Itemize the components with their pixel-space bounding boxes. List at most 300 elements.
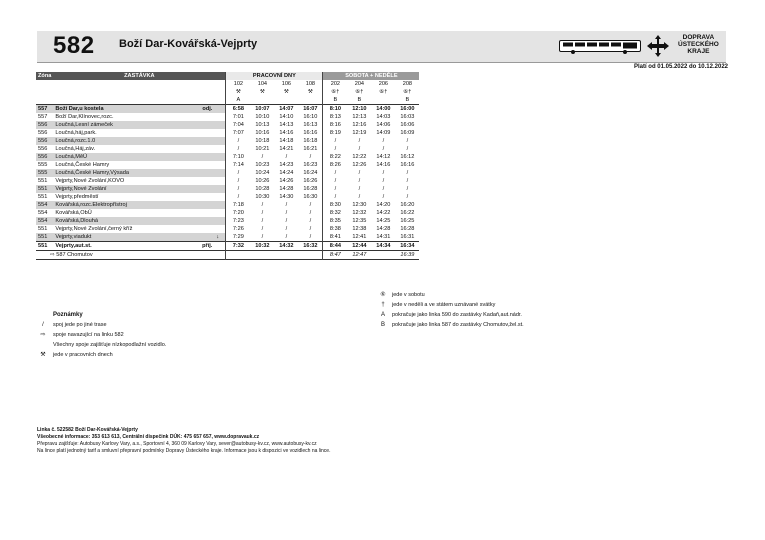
trip-note (371, 96, 395, 105)
stop-name: Boží Dar,Klínovec,rozc. (55, 114, 114, 120)
departure-time: 8:35 (323, 217, 348, 225)
departure-time: / (323, 193, 348, 201)
zone-column-header: Zóna (38, 73, 52, 79)
footer-operator: Přepravu zajišťuje: Autobusy Karlovy Vary, a.s., Sportovní 4, 360 09 Karlovy Vary, sever@autobusy-kv.cz, www.autobusy-kv.cz (37, 441, 317, 447)
note-symbol: † (381, 302, 385, 308)
departure-time: 14:12 (376, 154, 391, 160)
table-row (36, 137, 419, 145)
trip-sign: ⑥† (323, 88, 348, 96)
connection-time: 16:39 (400, 252, 415, 258)
departure-time: / (285, 202, 288, 208)
trip-sign: ⚒ (226, 88, 251, 96)
table-row (36, 169, 419, 177)
zone-cell: 557 (38, 114, 48, 120)
departure-time: / (382, 186, 385, 192)
zone-cell: 554 (36, 201, 53, 209)
departure-time: 14:21 (279, 146, 294, 152)
departure-time: / (323, 145, 348, 153)
table-row (36, 242, 419, 251)
departure-time: 14:16 (279, 130, 294, 136)
departure-time: 12:13 (352, 114, 367, 120)
departure-time: 8:30 (323, 201, 348, 209)
line-title: Boží Dar-Kovářská-Vejprty (119, 38, 258, 50)
departure-time: / (285, 218, 288, 224)
departure-time: 14:26 (279, 178, 294, 184)
trip-sign: ⑥† (379, 89, 388, 95)
departure-time: 14:09 (376, 130, 391, 136)
departure-time: / (382, 194, 385, 200)
table-row (36, 209, 419, 217)
departure-time: / (323, 177, 348, 185)
departure-time: 14:22 (376, 210, 391, 216)
trip-sign: ⚒ (283, 89, 289, 95)
note-text: pokračuje jako linka 587 do zastávky Chomutov,žel.st. (392, 322, 524, 328)
departure-time: 12:30 (352, 202, 367, 208)
direction-arrow (214, 201, 226, 209)
departure-time: 12:26 (352, 162, 367, 168)
stop-mark: odj. (196, 105, 214, 114)
departure-time: / (382, 170, 385, 176)
departure-time: / (406, 194, 409, 200)
departure-time: / (406, 138, 409, 144)
line-number: 582 (53, 32, 95, 59)
stop-name: Loučná,rozc.1.0 (53, 137, 196, 145)
stop-name: Kovářská,Dlouhá (53, 217, 196, 225)
zone-cell: 555 (36, 169, 53, 177)
stop-mark (196, 129, 214, 137)
departure-time: 8:13 (323, 113, 348, 121)
departure-time: 16:24 (303, 170, 318, 176)
note-symbol: ⑥ (380, 292, 386, 298)
departure-time: 10:28 (255, 186, 270, 192)
note-text: pokračuje jako linka 590 do zastávky Kadaň,aut.nádr. (392, 312, 522, 318)
stop-mark (196, 161, 214, 169)
departure-time: 8:16 (323, 121, 348, 129)
trip-sign: ⚒ (307, 89, 313, 95)
stop-name: Vejprty,aut.st. (55, 243, 92, 249)
trip-note (250, 96, 274, 105)
departure-time: 12:35 (352, 218, 367, 224)
weekdays-group-header: PRACOVNÍ DNY (226, 72, 323, 80)
departure-time: / (261, 218, 264, 224)
zone-cell: 556 (36, 121, 53, 129)
departure-time: 10:13 (255, 122, 270, 128)
departure-time: / (406, 178, 409, 184)
direction-arrow (214, 113, 226, 121)
zone-cell: 551 (36, 185, 53, 193)
stop-mark (196, 169, 214, 177)
connection-time: 8:47 (323, 251, 348, 260)
table-row (36, 225, 419, 233)
departure-time: 12:10 (352, 106, 367, 112)
stop-name: Kovářská,ObÚ (55, 210, 92, 216)
departure-time: / (382, 178, 385, 184)
direction-arrow (214, 161, 226, 169)
note-text: jede v sobotu (392, 292, 425, 298)
operator-logo-text: DOPRAVA ÚSTECKÉHO KRAJE (678, 34, 719, 55)
zone-cell: 551 (38, 178, 48, 184)
table-header-row (36, 72, 419, 80)
departure-time: / (226, 177, 251, 185)
departure-time: / (382, 138, 385, 144)
departure-time: 16:20 (400, 202, 415, 208)
direction-arrow (214, 217, 226, 225)
departure-time: 14:25 (376, 218, 391, 224)
departure-time: / (226, 185, 251, 193)
departure-time: 14:34 (376, 243, 391, 249)
departure-time: 16:34 (400, 243, 415, 249)
departure-time: / (323, 169, 348, 177)
trip-number: 102 (226, 80, 251, 88)
departure-time: 16:30 (303, 194, 318, 200)
zone-cell: 555 (38, 162, 48, 168)
stop-name: Vejprty,předměstí (55, 194, 99, 200)
departure-time: 16:12 (400, 154, 415, 160)
connection-row (36, 251, 419, 260)
departure-time: 14:30 (279, 194, 294, 200)
departure-time: 16:22 (400, 210, 415, 216)
zone-cell: 556 (36, 137, 53, 145)
departure-time: / (261, 226, 264, 232)
departure-time: 14:10 (279, 114, 294, 120)
departure-time: / (358, 170, 361, 176)
departure-time: 14:24 (279, 170, 294, 176)
departure-time: / (309, 218, 312, 224)
note-text: spoj jede po jiné trase (53, 322, 107, 328)
departure-time: 6:58 (226, 105, 251, 114)
trip-number: 204 (354, 81, 365, 87)
departure-time: 7:07 (226, 129, 251, 137)
departure-time: / (406, 146, 409, 152)
departure-time: 12:41 (352, 234, 367, 240)
direction-arrow (214, 177, 226, 185)
trip-note (298, 96, 323, 105)
departure-time: 10:24 (255, 170, 270, 176)
bus-icon (559, 40, 641, 54)
table-row (36, 145, 419, 153)
departure-time: 8:19 (323, 129, 348, 137)
note-text: Všechny spoje zajišťuje nízkopodlažní vozidlo. (53, 342, 167, 348)
departure-time: / (261, 210, 264, 216)
departure-time: / (285, 234, 288, 240)
departure-time: 10:21 (255, 146, 270, 152)
departure-time: 8:38 (323, 225, 348, 233)
direction-arrow (214, 137, 226, 145)
departure-time: / (285, 154, 288, 160)
zone-cell: 556 (38, 146, 48, 152)
table-row (36, 185, 419, 193)
zone-cell: 556 (38, 130, 48, 136)
direction-arrow (214, 209, 226, 217)
zone-cell: 554 (38, 210, 48, 216)
departure-time: / (323, 137, 348, 145)
stop-column-header: ZASTÁVKA (53, 72, 226, 80)
stop-mark (196, 209, 214, 217)
stop-mark (196, 113, 214, 121)
validity-period: Platí od 01.05.2022 do 10.12.2022 (633, 64, 728, 70)
departure-time: 16:18 (303, 138, 318, 144)
direction-arrow (214, 185, 226, 193)
departure-time: / (226, 193, 251, 201)
departure-time: / (226, 137, 251, 145)
trip-number: 108 (305, 81, 316, 87)
departure-time: 7:01 (226, 113, 251, 121)
departure-time: 16:25 (400, 218, 415, 224)
departure-time: / (358, 178, 361, 184)
departure-time: 10:18 (255, 138, 270, 144)
trip-sign-row (36, 88, 419, 96)
departure-time: 7:23 (226, 217, 251, 225)
direction-arrow (214, 129, 226, 137)
departure-time: 14:03 (376, 114, 391, 120)
departure-time: 14:00 (376, 106, 391, 112)
stop-name: Loučná,České Hamry,Výsada (53, 169, 196, 177)
departure-time: 14:31 (376, 234, 391, 240)
departure-time: / (323, 185, 348, 193)
stop-name: Loučná,Lesní zámeček (53, 121, 196, 129)
connection-time (250, 251, 274, 260)
zone-cell: 551 (38, 194, 48, 200)
trip-note: A (226, 96, 251, 105)
note-text: jede v pracovních dnech (53, 352, 113, 358)
direction-arrow (214, 225, 226, 233)
stop-name: Loučná,České Hamry (55, 162, 110, 168)
departure-time: 10:32 (255, 243, 270, 249)
table-row (36, 193, 419, 201)
departure-time: 12:32 (352, 210, 367, 216)
departure-time: 7:04 (226, 121, 251, 129)
departure-time: 14:06 (376, 122, 391, 128)
departure-time: 14:07 (279, 106, 294, 112)
departure-time: / (358, 146, 361, 152)
direction-arrow (214, 169, 226, 177)
departure-time: / (406, 186, 409, 192)
trip-number: 104 (257, 81, 268, 87)
departure-time: 14:28 (376, 226, 391, 232)
stop-mark (196, 145, 214, 153)
departure-time: 16:31 (400, 234, 415, 240)
stop-name: Kovářská,rozc.Elektropřístroj (53, 201, 196, 209)
connection-time (274, 251, 298, 260)
weekend-group-header: SOBOTA + NEDĚLE (323, 72, 420, 80)
stop-mark (196, 233, 214, 242)
trip-note: B (405, 97, 410, 103)
connection-label: ⇨ 587 Chomutov (50, 252, 93, 258)
departure-time: 8:32 (323, 209, 348, 217)
trip-sign: ⑥† (403, 89, 412, 95)
footer-tariff: Na lince platí jednotný tarif a smluvní přepravní podmínky Dopravy Ústeckého kraje. Informace jsou k dispozici ve vozidlech na lince. (37, 448, 331, 454)
trip-number: 202 (323, 80, 348, 88)
departure-time: 12:44 (352, 243, 367, 249)
departure-time: / (226, 169, 251, 177)
stop-mark (196, 137, 214, 145)
stop-mark (196, 177, 214, 185)
table-row (36, 121, 419, 129)
note-symbol: / (42, 322, 44, 328)
departure-time: 16:26 (303, 178, 318, 184)
connection-time (371, 251, 395, 260)
departure-time: / (382, 146, 385, 152)
direction-arrow (214, 153, 226, 161)
departure-time: 16:09 (400, 130, 415, 136)
timetable-table (36, 72, 419, 260)
note-symbol: B (380, 322, 385, 328)
trip-number: 208 (402, 81, 413, 87)
trip-note: B (357, 97, 362, 103)
table-row (36, 217, 419, 225)
stop-name: Boží Dar,u kostela (53, 105, 196, 114)
departure-time: 10:26 (255, 178, 270, 184)
departure-time: / (261, 202, 264, 208)
departure-time: 16:28 (400, 226, 415, 232)
trip-sign: ⚒ (259, 89, 265, 95)
departure-time: 10:10 (255, 114, 270, 120)
trip-number-row (36, 80, 419, 88)
trip-number: 106 (281, 81, 292, 87)
departure-time: / (285, 210, 288, 216)
departure-time: 8:22 (323, 153, 348, 161)
departure-time: 7:20 (226, 209, 251, 217)
table-row (36, 161, 419, 169)
note-text: spoje navazující na linku 582 (53, 332, 124, 338)
departure-time: 16:16 (303, 130, 318, 136)
departure-time: / (309, 226, 312, 232)
stop-name: Loučná,háj,park. (55, 130, 97, 136)
connection-time (226, 251, 251, 260)
note-symbol: ⚒ (40, 352, 46, 358)
stop-name: Vejprty,Nové Zvolání,KOVO (55, 178, 125, 184)
departure-time: 10:23 (255, 162, 270, 168)
departure-time: 7:10 (226, 153, 251, 161)
departure-time: 8:44 (323, 242, 348, 251)
departure-time: / (358, 186, 361, 192)
connection-time (298, 251, 323, 260)
departure-time: 10:07 (255, 106, 270, 112)
departure-time: 14:20 (376, 202, 391, 208)
departure-time: / (406, 170, 409, 176)
departure-time: 14:32 (279, 243, 294, 249)
stop-mark (196, 153, 214, 161)
stop-mark (196, 121, 214, 129)
direction-arrow (214, 193, 226, 201)
departure-time: 16:06 (400, 122, 415, 128)
departure-time: 16:00 (400, 106, 415, 112)
departure-time: 16:10 (303, 114, 318, 120)
zone-cell: 551 (38, 243, 48, 249)
trip-note (274, 96, 298, 105)
departure-time: 16:28 (303, 186, 318, 192)
departure-time: 16:03 (400, 114, 415, 120)
direction-arrow (214, 105, 226, 114)
departure-time: 14:18 (279, 138, 294, 144)
departure-time: 14:16 (376, 162, 391, 168)
zone-cell: 551 (38, 226, 48, 232)
departure-time: / (309, 210, 312, 216)
trip-number: 206 (378, 81, 389, 87)
departure-time: / (309, 234, 312, 240)
departure-time: 7:26 (226, 225, 251, 233)
stop-mark (196, 225, 214, 233)
departure-time: 14:13 (279, 122, 294, 128)
departure-time: 7:18 (226, 201, 251, 209)
departure-time: 12:22 (352, 154, 367, 160)
stop-mark (196, 185, 214, 193)
table-row (36, 233, 419, 242)
departure-time: 16:16 (400, 162, 415, 168)
departure-time: 10:16 (255, 130, 270, 136)
table-row (36, 201, 419, 209)
direction-arrow (214, 145, 226, 153)
table-row (36, 153, 419, 161)
stop-name: Loučná,Háj,záv. (55, 146, 96, 152)
departure-time: 8:41 (323, 233, 348, 242)
stop-name: Vejprty,Nové Zvolání,černý kříž (55, 226, 133, 232)
departure-time: 14:28 (279, 186, 294, 192)
footer-contact: Všeobecné informace: 353 613 613, Centrální dispečink DÚK: 475 657 657, www.dopravauk.cz (37, 434, 260, 440)
departure-time: 16:23 (303, 162, 318, 168)
departure-time: 7:29 (226, 233, 251, 242)
trip-sign: ⑥† (355, 89, 364, 95)
departure-time: / (358, 194, 361, 200)
departure-time: / (261, 154, 264, 160)
table-row (36, 177, 419, 185)
direction-arrow (214, 242, 226, 251)
departure-time: 12:19 (352, 130, 367, 136)
departure-time: 16:07 (303, 106, 318, 112)
table-row (36, 113, 419, 121)
stop-mark (196, 201, 214, 209)
direction-arrow (214, 121, 226, 129)
departure-time: 16:21 (303, 146, 318, 152)
departure-time: / (226, 145, 251, 153)
footer-info (37, 427, 330, 455)
stop-mark: příj. (202, 243, 213, 249)
table-row (36, 105, 419, 114)
stop-mark (196, 217, 214, 225)
note-symbol: ⇨ (40, 332, 46, 338)
operator-logo-icon (647, 35, 669, 57)
zone-cell: 556 (36, 153, 53, 161)
direction-arrow: ↓ (214, 233, 226, 242)
table-row (36, 129, 419, 137)
note-symbol: A (380, 312, 385, 318)
stop-name: Vejprty,Nové Zvolání (53, 185, 196, 193)
departure-time: 7:14 (226, 161, 251, 169)
trip-note: B (323, 96, 348, 105)
connection-time: 12:47 (352, 252, 367, 258)
departure-time: / (261, 234, 264, 240)
departure-time: 10:30 (255, 194, 270, 200)
timetable-header (37, 31, 726, 63)
departure-time: 7:32 (226, 242, 251, 251)
departure-time: 14:23 (279, 162, 294, 168)
note-text: jede v neděli a ve státem uznávané svátky (392, 302, 496, 308)
footer-line-id: Linka č. 522582 Boží Dar-Kovářská-Vejprty (37, 427, 138, 433)
departure-time: / (309, 154, 312, 160)
notes-title: Poznámky (53, 312, 83, 318)
departure-time: 12:16 (352, 122, 367, 128)
departure-time: 16:13 (303, 122, 318, 128)
departure-time: / (285, 226, 288, 232)
trip-note-row (36, 96, 419, 105)
departure-time: 8:10 (323, 105, 348, 114)
departure-time: / (358, 138, 361, 144)
departure-time: 8:26 (323, 161, 348, 169)
stop-name: Vejprty,viadukt (53, 233, 196, 242)
departure-time: 16:32 (303, 243, 318, 249)
departure-time: 12:38 (352, 226, 367, 232)
zone-cell: 557 (36, 105, 53, 114)
